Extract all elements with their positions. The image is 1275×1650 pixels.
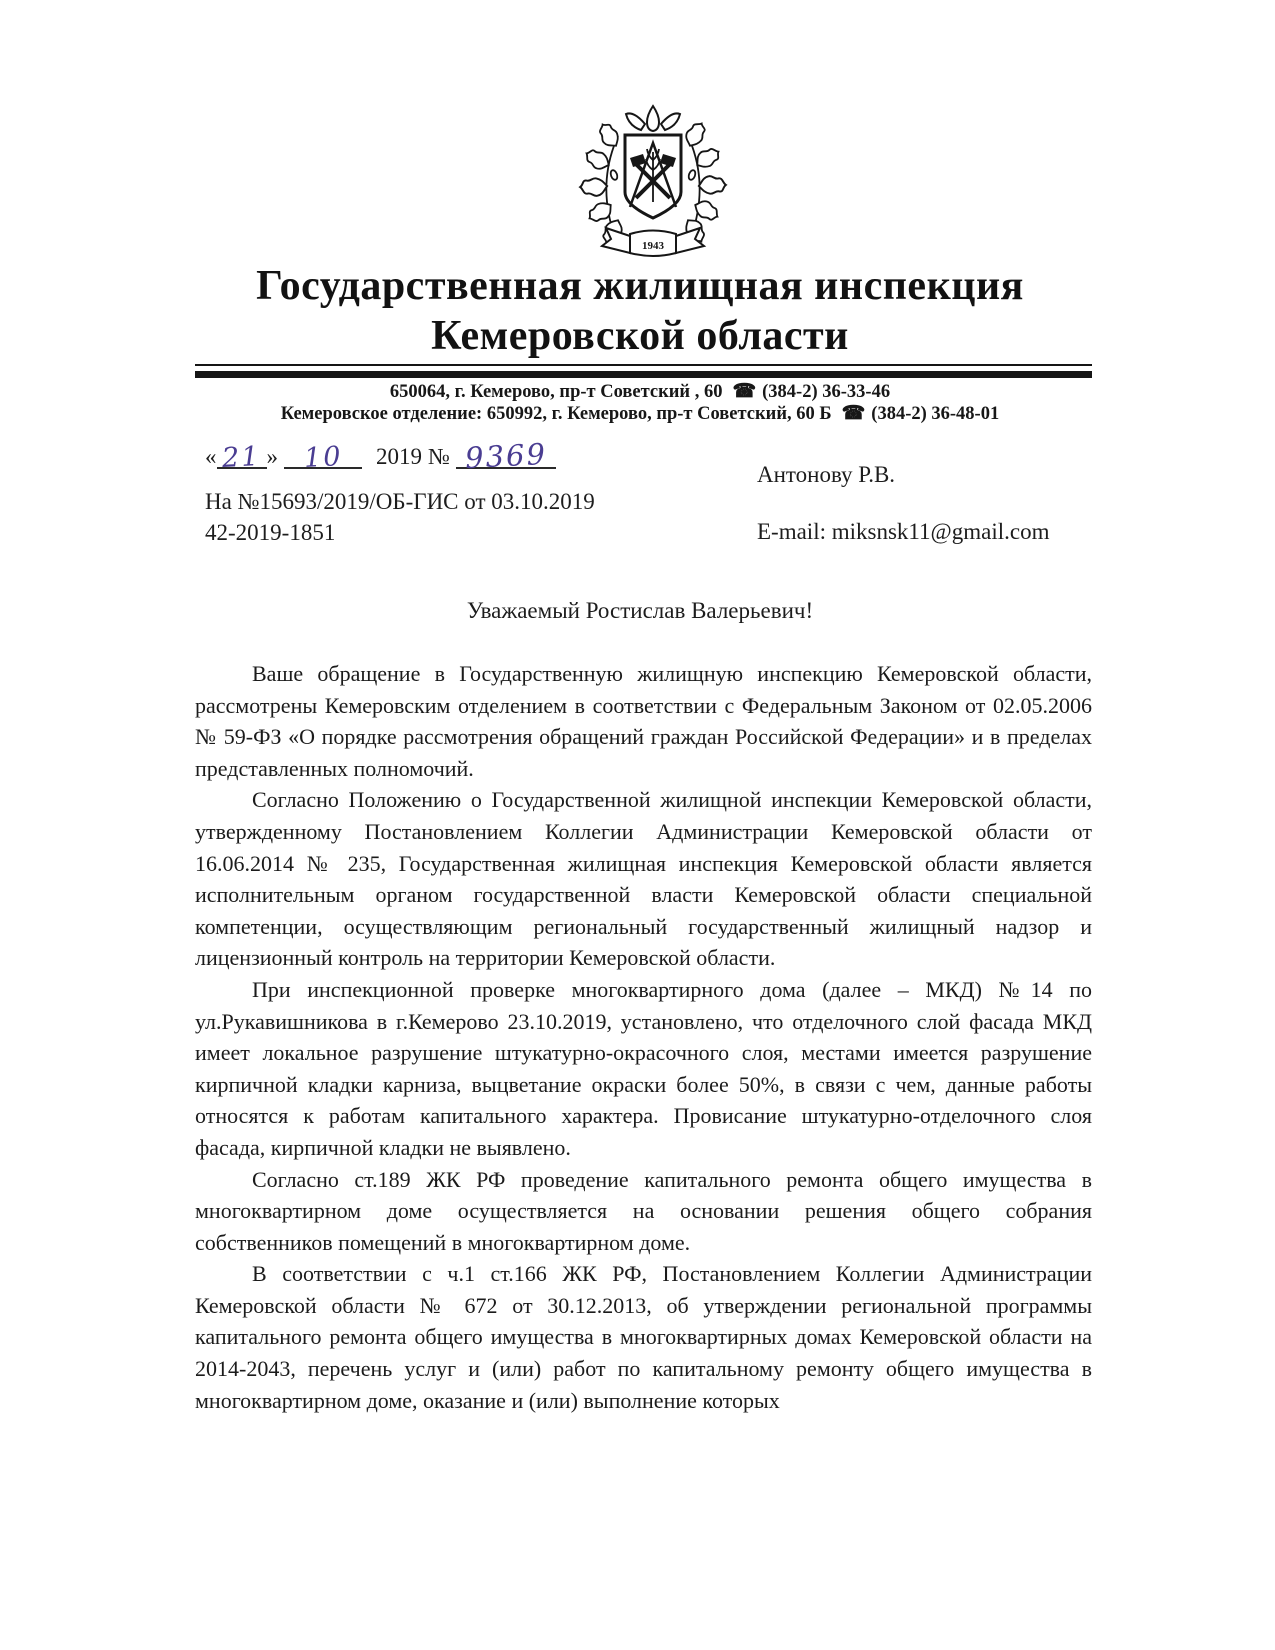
address-branch-text: Кемеровское отделение: 650992, г. Кемерово, пр-т Советский, 60 Б <box>280 404 832 424</box>
recipient-name: Антонову Р.В. <box>757 462 896 487</box>
salutation: Уважаемый Ростислав Валерьевич! <box>466 598 814 623</box>
letter-body <box>195 658 1092 1416</box>
recipient-email: E-mail: miksnsk11@gmail.com <box>757 519 1050 544</box>
phone-icon: ☎ <box>841 403 866 424</box>
handwritten-day: 21 <box>221 441 262 474</box>
phone-branch-number: (384-2) 36-48-01 <box>871 404 1000 424</box>
phone-icon: ☎ <box>732 381 757 402</box>
handwritten-month: 10 <box>303 441 344 474</box>
printed-year: 2019 <box>376 444 422 469</box>
coat-of-arms-emblem <box>578 102 728 266</box>
address-line-main <box>190 380 1090 403</box>
address-line-branch <box>190 402 1090 425</box>
header-rule-thin <box>195 364 1092 366</box>
org-title-line2: Кемеровской области <box>431 313 849 359</box>
body-paragraph-3: При инспекционной проверке многоквартирного дома (далее – МКД) №14 по ул.Рукавишникова в г.Кемерово 23.10.2019, установлено, что отделочного слой фасада МКД имеет локальное разрушение штукатурно-окрасочного слоя, местами имеется разрушение кирпичной кладки карниза, выцветание окраски более 50%, в связи с чем, данные работы относятся к работам капитального характера. Провисание штукатурно-отделочного слоя фасада, кирпичной кладки не выявлено. <box>195 976 1092 1160</box>
emblem-crown <box>626 106 680 131</box>
ribbon-year-label: 1943 <box>642 240 664 252</box>
org-title-line1: Государственная жилищная инспекция <box>256 263 1024 309</box>
body-paragraph-4: Согласно ст.189 ЖК РФ проведение капитального ремонта общего имущества в многоквартирном доме осуществляется на основании решения общего собрания собственников помещений в многоквартирном доме. <box>195 1166 1092 1255</box>
outgoing-date-line <box>205 436 556 476</box>
in-reply-to-line: На №15693/2019/ОБ-ГИС от 03.10.2019 <box>205 489 595 514</box>
open-quote: « <box>205 444 217 469</box>
phone-main-number: (384-2) 36-33-46 <box>762 382 891 402</box>
body-paragraph-1: Ваше обращение в Государственную жилищную инспекцию Кемеровской области, рассмотрены Кемеровским отделением в соответствии с Федеральным Законом от 02.05.2006 № 59-ФЗ «О порядке рассмотрения обращений граждан Российской Федерации» и в пределах представленных полномочий. <box>195 661 1092 781</box>
case-number-line: 42-2019-1851 <box>205 520 336 545</box>
number-sign: № <box>428 444 450 469</box>
address-main-text: 650064, г. Кемерово, пр-т Советский , 60 <box>389 382 723 402</box>
handwritten-outgoing-number: 9369 <box>464 436 548 476</box>
body-paragraph-2: Согласно Положению о Государственной жилищной инспекции Кемеровской области, утвержденному Постановлением Коллегии Администрации Кемеровской области от 16.06.2014 № 235, Государственная жилищная инспекция Кемеровской области является исполнительным органом государственной власти Кемеровской области специальной компетенции, осуществляющим региональный государственный жилищный надзор и лицензионный контроль на территории Кемеровской области. <box>195 787 1092 971</box>
body-paragraph-5: В соответствии с ч.1 ст.166 ЖК РФ, Постановлением Коллегии Администрации Кемеровской области № 672 от 30.12.2013, об утверждении региональной программы капитального ремонта общего имущества в многоквартирных домах Кемеровской области на 2014-2043, перечень услуг и (или) работ по капитальному ремонту общего имущества в многоквартирном доме, оказание и (или) выполнение которых <box>195 1261 1092 1413</box>
close-quote: » <box>266 444 278 469</box>
header-rule-thick <box>195 371 1092 378</box>
